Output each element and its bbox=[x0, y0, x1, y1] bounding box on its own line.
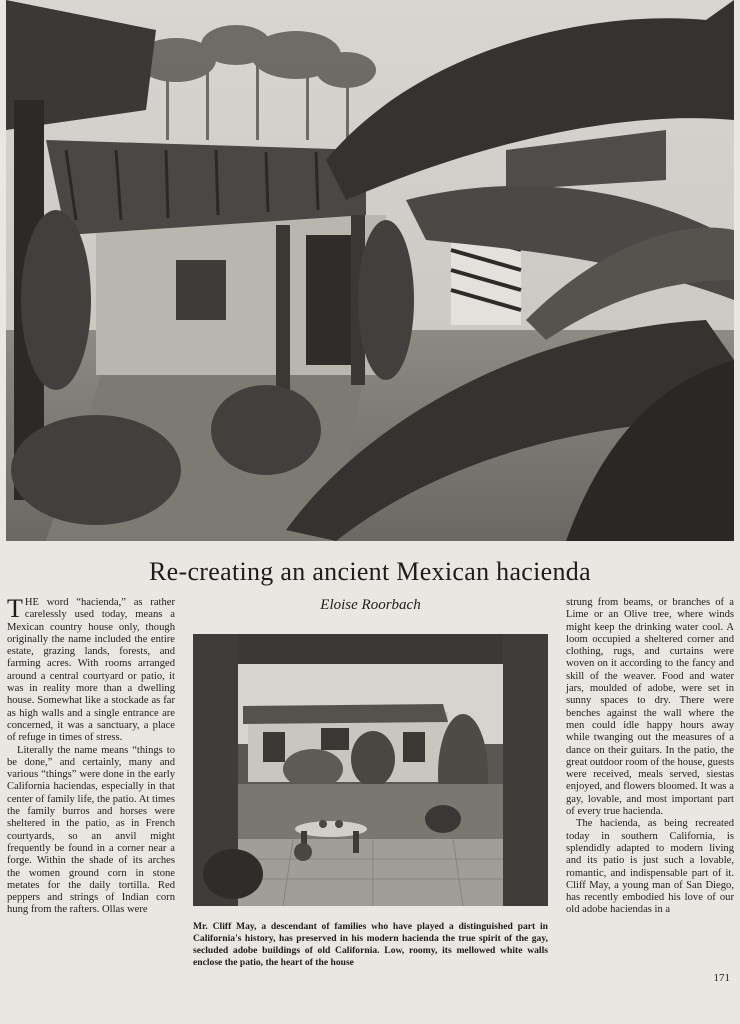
drop-cap: T bbox=[7, 594, 23, 623]
courtyard-photo-image bbox=[6, 0, 734, 541]
paragraph bbox=[7, 594, 175, 745]
paragraph: The hacienda, as being recreated today in southern California, is splendidly adapted to modern living and its patio is just such a lovable, romantic, and indispensable part of it. Cliff May, a young man of San Diego, has recently embodied his love of our old adobe haciendas in a bbox=[566, 818, 734, 916]
article-title: Re-creating an ancient Mexican hacienda bbox=[149, 557, 591, 586]
photo-caption: Mr. Cliff May, a descendant of families who have played a distinguished part in California's history, has preserved in his modern hacienda the true spirit of the gay, secluded adobe buildings of old California. Low, roomy, its mellowed white walls enclose the patio, the heart of the house bbox=[193, 921, 548, 968]
article-column-left bbox=[7, 594, 175, 917]
paragraph: strung from beams, or branches of a Lime or an Olive tree, where winds might keep the drinking water cool. A loom occupied a sheltered corner and clothing, rugs, and curtains were woven on it according to the fancy and skill of the weaver. Food and water jars, moulded of adobe, were set in sunny spaces to dry. There were benches against the wall where the men could idle happy hours away while twanging out the measures of a dance on their guitars. In the patio, the great outdoor room of the house, guests were received, meals served, siestas enjoyed, and flowers bloomed. It was a gay, lovable, and most important part of every true hacienda. bbox=[566, 597, 734, 818]
paragraph: Literally the name means “things to be done,” and certainly, many and various “things” were done in the early California haciendas, especially in that center of family life, the patio. At times the family burros and horses were sheltered in the patio, as in French courtyards, so an anvil might frequently be found in a corner near a forge. Within the shade of its arches the women ground corn in stone metates for the daily tortilla. Red peppers and strings of Indian corn hung from the rafters. Ollas were bbox=[7, 744, 175, 916]
article-column-right bbox=[566, 597, 734, 917]
courtyard-photo bbox=[6, 0, 734, 541]
page-number: 171 bbox=[713, 972, 730, 984]
article-byline: Eloise Roorbach bbox=[320, 597, 421, 613]
paragraph-text: HE word “hacienda,” as rather carelessly used today, means a Mexican country house only, though originally the name included the entire estate, grazing lands, forests, and farming acres. With rooms arranged around a central courtyard or patio, it was in reality more than a dwelling house. Somewhat like a stockade as far as high walls and a single entrance are concerned, it was a sanctuary, a place of refuge in times of stress. bbox=[7, 597, 175, 744]
patio-photo-image bbox=[193, 634, 548, 906]
patio-photo bbox=[193, 634, 548, 906]
